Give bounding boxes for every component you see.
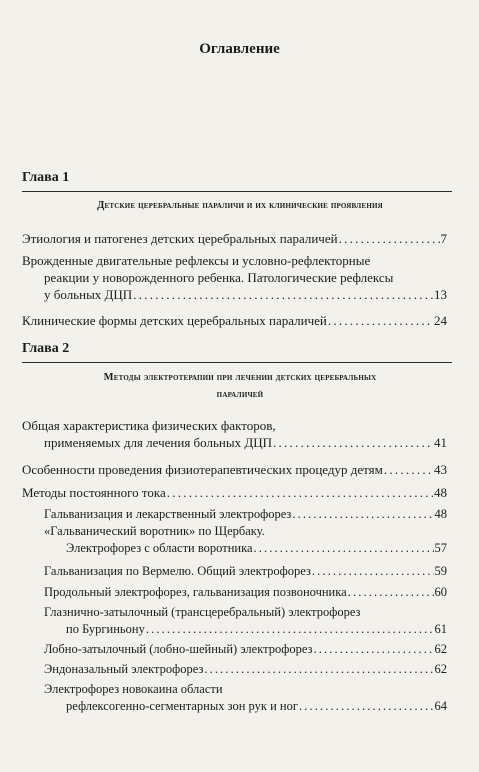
toc-entry[interactable]: Общая характеристика физических факторов, применяемых для лечения больных ДЦП . . . 41 — [22, 417, 447, 451]
toc-entry[interactable]: Врожденные двигательные рефлексы и условно-рефлекторные реакции у новорожденного ребенка. Патологические рефлексы у больных ДЦП . . . 13 — [22, 252, 447, 303]
page-number: 59 — [434, 564, 447, 578]
toc-entry[interactable]: Электрофорез новокаина области рефлексогенно-сегментарных зон рук и ног . . . 64 — [44, 681, 447, 715]
page-number: 48 — [434, 485, 447, 500]
page-number: 43 — [434, 462, 447, 477]
chapter-1-rule — [22, 191, 452, 192]
chapter-2-subtitle: Методы электротерапии при лечении детских церебральных параличей — [103, 372, 377, 400]
page-number: 62 — [434, 662, 447, 676]
page-number: 41 — [434, 435, 447, 450]
chapter-2-label: Глава 2 — [22, 341, 70, 356]
toc-entry[interactable]: Гальванизация по Вермелю. Общий электрофорез . . . 59 — [44, 563, 447, 580]
page-number: 62 — [434, 642, 447, 656]
page-number: 13 — [434, 287, 447, 302]
page-number: 24 — [434, 313, 447, 328]
toc-entry[interactable]: Этиология и патогенез детских церебральных параличей . . . 7 — [22, 230, 447, 247]
chapter-1-label: Глава 1 — [22, 170, 70, 185]
page-number: 57 — [434, 541, 447, 555]
toc-entry[interactable]: Эндоназальный электрофорез . . . 62 — [44, 661, 447, 678]
toc-entry[interactable]: Лобно-затылочный (лобно-шейный) электрофорез . . . 62 — [44, 641, 447, 658]
toc-entry[interactable]: Гальванизация и лекарственный электрофорез . . . 48 — [44, 506, 447, 523]
page-number: 60 — [434, 585, 447, 599]
toc-entry[interactable]: Методы постоянного тока . . . 48 — [22, 484, 447, 501]
page-number: 64 — [434, 699, 447, 713]
page-title: Оглавление — [199, 41, 280, 57]
chapter-2-rule — [22, 362, 452, 363]
chapter-1-subtitle: Детские церебральные параличи и их клинические проявления — [97, 200, 383, 211]
toc-entry[interactable]: Глазнично-затылочный (трансцеребральный) электрофорез по Бургиньону . . . 61 — [44, 604, 447, 638]
page-number: 7 — [440, 231, 447, 246]
page-number: 48 — [434, 507, 447, 521]
toc-entry[interactable]: Особенности проведения физиотерапевтических процедур детям . . . 43 — [22, 461, 447, 478]
toc-entry[interactable]: «Гальванический воротник» по Щербаку. Электрофорез с области воротника . . . 57 — [44, 523, 447, 557]
page-number: 61 — [434, 622, 447, 636]
toc-entry[interactable]: Продольный электрофорез, гальванизация позвоночника . . . 60 — [44, 584, 447, 601]
toc-entry[interactable]: Клинические формы детских церебральных параличей . . . 24 — [22, 312, 447, 329]
